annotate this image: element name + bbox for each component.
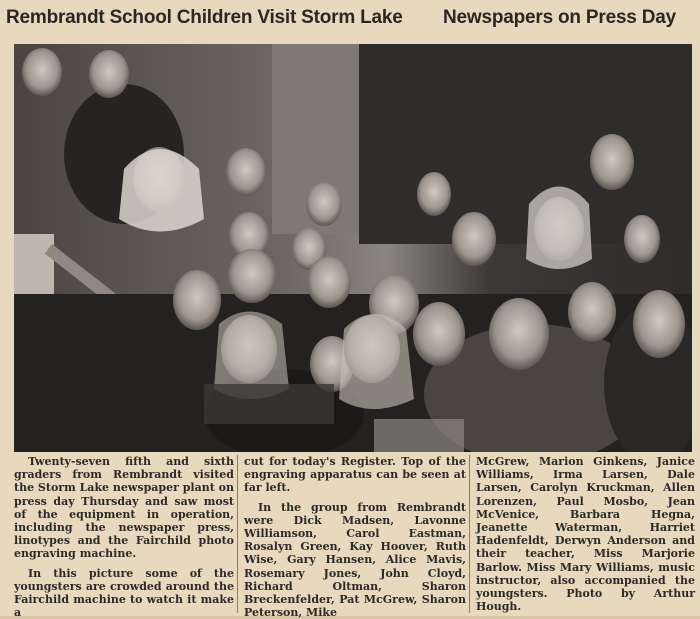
- caption-paragraph: McGrew, Marion Ginkens, Janice Williams, Irma Larsen, Dale Larsen, Carolyn Kruckman, Allen Lorenzen, Paul Mosbo, Jean McVenice, Barbara Hegna, Jeanette Waterman, Harriet Hadenfeldt, Derwyn Anderson and their teacher, Miss Marjorie Barlow. Miss Mary Williams, music instructor, also accompanied the youngsters. Photo by Arthur Hough.: [476, 455, 695, 614]
- caption-column-1: [14, 455, 234, 619]
- caption-column-2: [237, 455, 466, 619]
- caption-paragraph: In this picture some of the youngsters are crowded around the Fairchild machine to watch it make a: [14, 566, 234, 619]
- caption-column-3: [469, 455, 695, 613]
- headline-left: Rembrandt School Children Visit Storm Lake: [6, 7, 403, 28]
- caption-paragraph: In the group from Rembrandt were Dick Madsen, Lavonne Williamson, Carol Eastman, Rosalyn Green, Kay Hoover, Ruth Wise, Gary Hansen, Alice Mavis, Rosemary Jones, John Cloyd, Richard Oltman, Sharon Breckenfelder, Pat McGrew, Sharon Peterson, Mike: [244, 500, 466, 619]
- caption-paragraph: cut for today's Register. Top of the engraving apparatus can be seen at far left.: [244, 455, 466, 495]
- group-photo: [14, 44, 692, 452]
- headline-right: Newspapers on Press Day: [443, 7, 677, 28]
- caption-paragraph: Twenty-seven fifth and sixth graders from Rembrandt visited the Storm Lake newspaper plant on press day Thursday and saw most of the equipment in operation, including the newspaper press, linotypes and the Fairchild photo engraving machine.: [14, 455, 234, 561]
- headline: [0, 4, 700, 34]
